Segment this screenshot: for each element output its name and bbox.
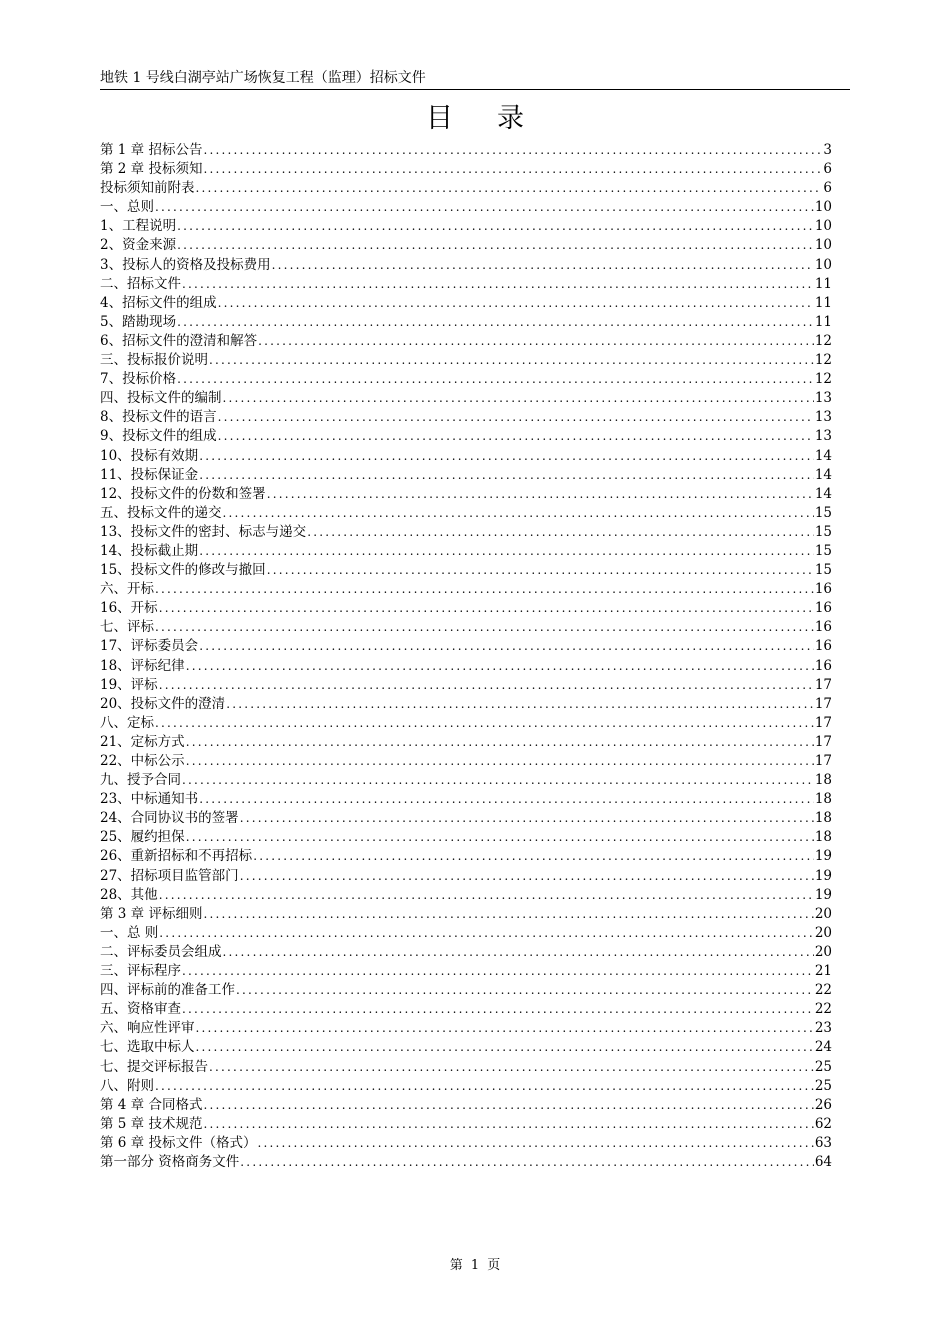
toc-entry-label: 14、投标截止期 — [100, 542, 199, 559]
toc-entry-page: 16 — [814, 581, 832, 598]
toc-entry-page: 17 — [814, 695, 832, 712]
toc-entry[interactable] — [100, 714, 832, 733]
toc-entry-page: 20 — [814, 924, 832, 941]
toc-entry-label: 17、评标委员会 — [100, 638, 199, 655]
toc-entry-page: 13 — [814, 428, 832, 445]
toc-dot-leader — [218, 408, 814, 427]
toc-dot-leader — [307, 523, 814, 542]
toc-entry[interactable] — [100, 676, 832, 695]
toc-entry-page: 13 — [814, 390, 832, 407]
toc-dot-leader — [199, 637, 814, 656]
toc-entry-page: 62 — [814, 1115, 832, 1132]
toc-entry-label: 九、授予合同 — [100, 772, 181, 789]
toc-entry-label: 七、选取中标人 — [100, 1039, 195, 1056]
toc-entry-label: 第 4 章 合同格式 — [100, 1096, 203, 1113]
toc-dot-leader — [257, 1134, 813, 1153]
toc-entry[interactable] — [100, 1134, 832, 1153]
toc-entry-page: 19 — [814, 848, 832, 865]
toc-entry[interactable] — [100, 962, 832, 981]
page-number: 第 1 页 — [449, 1258, 501, 1273]
toc-dot-leader — [218, 294, 814, 313]
toc-dot-leader — [203, 1115, 813, 1134]
toc-entry[interactable] — [100, 427, 832, 446]
toc-entry[interactable] — [100, 1077, 832, 1096]
toc-entry[interactable] — [100, 351, 832, 370]
toc-entry-label: 八、定标 — [100, 714, 154, 731]
toc-entry-page: 22 — [814, 982, 832, 999]
toc-dot-leader — [182, 1000, 814, 1019]
toc-entry-label: 20、投标文件的澄清 — [100, 695, 226, 712]
toc-dot-leader — [155, 198, 814, 217]
toc-dot-leader — [177, 370, 814, 389]
document-header — [100, 68, 850, 90]
toc-entry-label: 6、招标文件的澄清和解答 — [100, 332, 258, 349]
toc-entry-page: 16 — [814, 657, 832, 674]
toc-entry-page: 16 — [814, 619, 832, 636]
toc-entry[interactable] — [100, 1115, 832, 1134]
toc-entry-label: 七、提交评标报告 — [100, 1058, 208, 1075]
toc-entry[interactable] — [100, 1000, 832, 1019]
toc-entry[interactable] — [100, 657, 832, 676]
toc-entry[interactable] — [100, 886, 832, 905]
toc-entry-page: 10 — [814, 218, 832, 235]
toc-entry-label: 3、投标人的资格及投标费用 — [100, 256, 271, 273]
toc-dot-leader — [182, 962, 814, 981]
toc-dot-leader — [196, 1038, 814, 1057]
toc-entry[interactable] — [100, 847, 832, 866]
page-footer — [0, 1257, 950, 1275]
toc-dot-leader — [267, 485, 814, 504]
toc-dot-leader — [159, 599, 814, 618]
toc-entry-label: 一、总 则 — [100, 924, 159, 941]
toc-dot-leader — [267, 561, 814, 580]
document-header-title: 地铁 1 号线白湖亭站广场恢复工程（监理）招标文件 — [100, 70, 426, 86]
toc-entry[interactable] — [100, 981, 832, 1000]
toc-dot-leader — [272, 256, 814, 275]
toc-entry-page: 15 — [814, 542, 832, 559]
toc-entry-label: 10、投标有效期 — [100, 447, 199, 464]
toc-entry-page: 64 — [814, 1153, 832, 1170]
toc-entry-label: 三、投标报价说明 — [100, 352, 208, 369]
toc-entry-label: 第 1 章 招标公告 — [100, 142, 203, 158]
toc-entry[interactable] — [100, 389, 832, 408]
toc-entry-page: 14 — [814, 447, 832, 464]
toc-entry-label: 23、中标通知书 — [100, 791, 199, 808]
toc-entry-page: 17 — [814, 753, 832, 769]
toc-entry-label: 22、中标公示 — [100, 753, 185, 769]
toc-entry-page: 6 — [823, 180, 832, 197]
toc-dot-leader — [240, 809, 814, 828]
toc-entry-page: 18 — [814, 829, 832, 846]
toc-entry-page: 6 — [823, 161, 832, 178]
toc-entry-page: 17 — [814, 714, 832, 731]
toc-entry-page: 11 — [814, 294, 832, 311]
toc-entry-page: 10 — [814, 199, 832, 216]
toc-entry[interactable] — [100, 752, 832, 771]
toc-entry-page: 22 — [814, 1001, 832, 1018]
toc-dot-leader — [240, 867, 814, 886]
toc-entry[interactable] — [100, 924, 832, 943]
toc-entry-label: 第 6 章 投标文件（格式） — [100, 1134, 257, 1151]
toc-entry[interactable] — [100, 236, 832, 255]
toc-entry-page: 19 — [814, 867, 832, 884]
toc-entry[interactable] — [100, 370, 832, 389]
toc-entry[interactable] — [100, 523, 832, 542]
toc-dot-leader — [159, 676, 814, 695]
toc-dot-leader — [203, 905, 813, 924]
toc-dot-leader — [186, 657, 814, 676]
toc-entry-label: 26、重新招标和不再招标 — [100, 848, 253, 865]
toc-entry-page: 17 — [814, 676, 832, 693]
toc-dot-leader — [236, 981, 814, 1000]
toc-entry-label: 第 5 章 技术规范 — [100, 1115, 203, 1132]
toc-entry-label: 13、投标文件的密封、标志与递交 — [100, 523, 307, 540]
toc-entry-page: 63 — [814, 1134, 832, 1151]
toc-dot-leader — [177, 217, 814, 236]
toc-dot-leader — [186, 752, 814, 771]
toc-dot-leader — [223, 504, 814, 523]
toc-dot-leader — [199, 542, 814, 561]
toc-entry[interactable] — [100, 1096, 832, 1115]
toc-entry[interactable] — [100, 141, 832, 160]
toc-entry-page: 24 — [814, 1039, 832, 1056]
toc-entry[interactable] — [100, 275, 832, 294]
toc-entry-label: 11、投标保证金 — [100, 466, 199, 483]
toc-entry[interactable] — [100, 179, 832, 198]
toc-dot-leader — [209, 351, 814, 370]
toc-entry-page: 11 — [814, 313, 832, 330]
toc-entry-label: 六、开标 — [100, 581, 154, 598]
toc-entry-page: 16 — [814, 600, 832, 617]
toc-entry[interactable] — [100, 408, 832, 427]
toc-dot-leader — [196, 1019, 814, 1038]
toc-dot-leader — [203, 1096, 813, 1115]
toc-dot-leader — [155, 580, 814, 599]
toc-entry[interactable] — [100, 771, 832, 790]
toc-dot-leader — [155, 1077, 814, 1096]
toc-entry-page: 19 — [814, 886, 832, 903]
toc-entry-page: 10 — [814, 237, 832, 254]
toc-entry-page: 18 — [814, 791, 832, 808]
toc-entry-page: 20 — [814, 943, 832, 960]
toc-entry-label: 五、投标文件的递交 — [100, 504, 222, 521]
toc-dot-leader — [177, 236, 814, 255]
toc-dot-leader — [199, 790, 814, 809]
toc-entry-page: 12 — [814, 332, 832, 349]
toc-entry-label: 八、附则 — [100, 1077, 154, 1094]
toc-dot-leader — [203, 141, 822, 160]
toc-entry-label: 五、资格审查 — [100, 1001, 181, 1018]
toc-entry[interactable] — [100, 637, 832, 656]
toc-entry-label: 12、投标文件的份数和签署 — [100, 485, 266, 502]
toc-entry-page: 12 — [814, 371, 832, 388]
toc-entry[interactable] — [100, 580, 832, 599]
toc-entry-label: 四、投标文件的编制 — [100, 390, 222, 407]
toc-dot-leader — [159, 924, 814, 943]
toc-entry-page: 26 — [814, 1096, 832, 1113]
toc-entry-page: 16 — [814, 638, 832, 655]
toc-dot-leader — [159, 886, 814, 905]
toc-entry-page: 25 — [814, 1077, 832, 1094]
toc-dot-leader — [199, 447, 814, 466]
toc-entry[interactable] — [100, 943, 832, 962]
toc-entry-page: 20 — [814, 905, 832, 922]
toc-entry[interactable] — [100, 867, 832, 886]
toc-entry-page: 23 — [814, 1020, 832, 1037]
toc-dot-leader — [155, 714, 814, 733]
toc-entry-page: 10 — [814, 256, 832, 273]
table-of-contents — [100, 141, 832, 1172]
toc-entry-label: 21、定标方式 — [100, 733, 185, 750]
toc-entry[interactable] — [100, 485, 832, 504]
toc-entry[interactable] — [100, 160, 832, 179]
toc-entry-label: 5、踏勘现场 — [100, 313, 177, 330]
toc-entry[interactable] — [100, 1038, 832, 1057]
toc-entry-label: 投标须知前附表 — [100, 180, 195, 197]
toc-entry-page: 18 — [814, 810, 832, 827]
toc-entry[interactable] — [100, 561, 832, 580]
toc-entry-page: 15 — [814, 523, 832, 540]
toc-entry[interactable] — [100, 1019, 832, 1038]
toc-entry-label: 25、履约担保 — [100, 829, 185, 846]
toc-entry[interactable] — [100, 313, 832, 332]
toc-entry-page: 15 — [814, 562, 832, 579]
toc-dot-leader — [155, 618, 814, 637]
toc-dot-leader — [203, 160, 822, 179]
toc-dot-leader — [186, 828, 814, 847]
toc-entry[interactable] — [100, 733, 832, 752]
toc-entry-label: 16、开标 — [100, 600, 158, 617]
toc-entry[interactable] — [100, 1058, 832, 1077]
toc-entry-page: 3 — [823, 142, 832, 158]
toc-entry-page: 15 — [814, 504, 832, 521]
toc-dot-leader — [240, 1153, 814, 1172]
toc-dot-leader — [199, 466, 814, 485]
toc-entry[interactable] — [100, 466, 832, 485]
toc-dot-leader — [186, 733, 814, 752]
toc-entry-label: 一、总则 — [100, 199, 154, 216]
toc-dot-leader — [258, 332, 814, 351]
toc-entry[interactable] — [100, 695, 832, 714]
toc-entry[interactable] — [100, 256, 832, 275]
toc-entry[interactable] — [100, 198, 832, 217]
toc-entry-page: 17 — [814, 733, 832, 750]
toc-dot-leader — [182, 275, 814, 294]
toc-dot-leader — [218, 427, 814, 446]
toc-dot-leader — [196, 179, 823, 198]
toc-entry-label: 27、招标项目监管部门 — [100, 867, 239, 884]
toc-entry-label: 七、评标 — [100, 619, 154, 636]
toc-entry-label: 二、评标委员会组成 — [100, 943, 222, 960]
toc-entry-page: 18 — [814, 772, 832, 789]
toc-title: 目录 — [426, 103, 568, 134]
toc-entry-label: 15、投标文件的修改与撤回 — [100, 562, 266, 579]
toc-entry-page: 13 — [814, 409, 832, 426]
toc-entry-page: 11 — [814, 275, 832, 292]
toc-dot-leader — [226, 695, 814, 714]
toc-entry[interactable] — [100, 542, 832, 561]
toc-entry-label: 18、评标纪律 — [100, 657, 185, 674]
toc-entry[interactable] — [100, 1153, 832, 1172]
toc-entry-label: 六、响应性评审 — [100, 1020, 195, 1037]
toc-entry[interactable] — [100, 599, 832, 618]
toc-entry[interactable] — [100, 790, 832, 809]
toc-entry-label: 28、其他 — [100, 886, 158, 903]
toc-entry-label: 8、投标文件的语言 — [100, 409, 217, 426]
toc-entry-page: 25 — [814, 1058, 832, 1075]
toc-entry-page: 14 — [814, 466, 832, 483]
toc-entry[interactable] — [100, 828, 832, 847]
toc-dot-leader — [182, 771, 814, 790]
toc-entry-label: 第一部分 资格商务文件 — [100, 1153, 240, 1170]
toc-entry[interactable] — [100, 905, 832, 924]
toc-entry-label: 9、投标文件的组成 — [100, 428, 217, 445]
toc-dot-leader — [177, 313, 814, 332]
toc-entry[interactable] — [100, 809, 832, 828]
toc-dot-leader — [223, 943, 814, 962]
toc-entry-label: 1、工程说明 — [100, 218, 177, 235]
toc-entry-label: 第 3 章 评标细则 — [100, 905, 203, 922]
toc-entry-label: 7、投标价格 — [100, 371, 177, 388]
toc-entry-page: 12 — [814, 352, 832, 369]
toc-entry-label: 四、评标前的准备工作 — [100, 982, 235, 999]
toc-entry-label: 2、资金来源 — [100, 237, 177, 254]
toc-entry[interactable] — [100, 504, 832, 523]
toc-entry[interactable] — [100, 217, 832, 236]
toc-dot-leader — [223, 389, 814, 408]
toc-entry-label: 24、合同协议书的签署 — [100, 810, 239, 827]
toc-entry-label: 二、招标文件 — [100, 275, 181, 292]
toc-dot-leader — [253, 847, 814, 866]
toc-entry[interactable] — [100, 618, 832, 637]
toc-entry[interactable] — [100, 294, 832, 313]
toc-entry-label: 第 2 章 投标须知 — [100, 161, 203, 178]
toc-entry-label: 4、招标文件的组成 — [100, 294, 217, 311]
toc-dot-leader — [209, 1058, 814, 1077]
toc-entry[interactable] — [100, 332, 832, 351]
toc-entry[interactable] — [100, 447, 832, 466]
toc-entry-page: 14 — [814, 485, 832, 502]
toc-entry-label: 19、评标 — [100, 676, 158, 693]
toc-entry-label: 三、评标程序 — [100, 963, 181, 980]
toc-entry-page: 21 — [814, 963, 832, 980]
